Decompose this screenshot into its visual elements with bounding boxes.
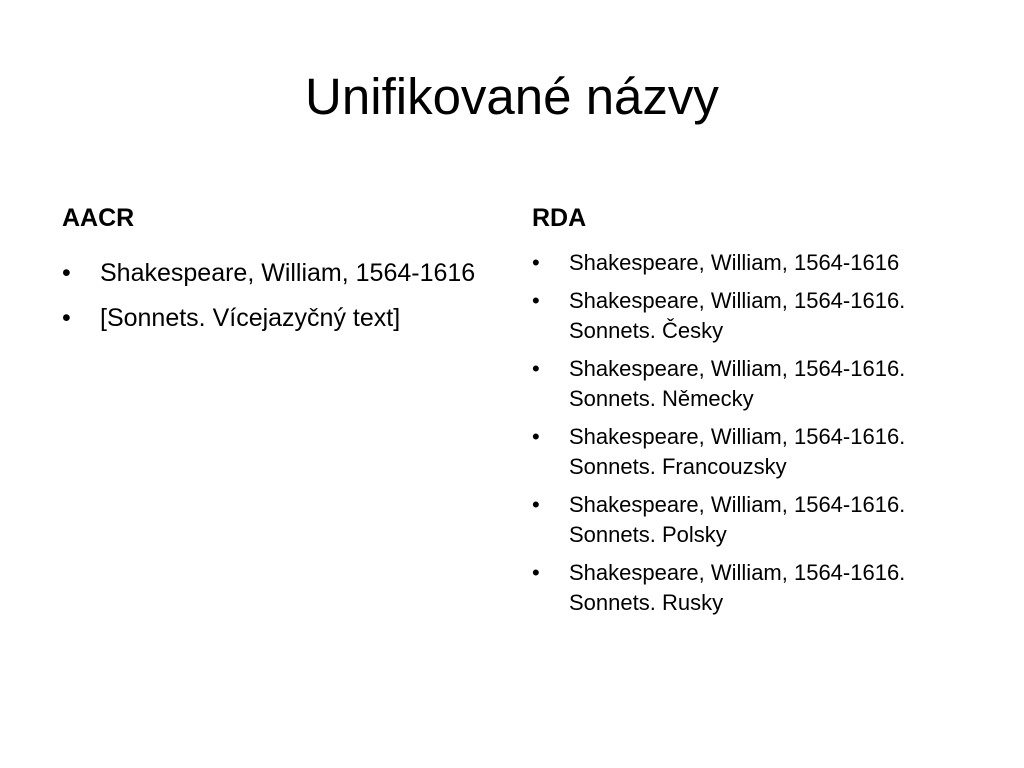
list-item xyxy=(62,299,502,337)
rda-list xyxy=(532,248,942,626)
list-item xyxy=(532,558,942,618)
aacr-heading: AACR xyxy=(62,204,135,232)
bullet-icon: • xyxy=(532,492,540,517)
list-item-text: Shakespeare, William, 1564-1616. Sonnets. Česky xyxy=(569,288,906,343)
list-item-text: [Sonnets. Vícejazyčný text] xyxy=(100,304,401,332)
list-item-text: Shakespeare, William, 1564-1616. Sonnets. Rusky xyxy=(569,560,906,615)
bullet-icon: • xyxy=(62,304,71,332)
list-item-text: Shakespeare, William, 1564-1616. Sonnets. Francouzsky xyxy=(569,424,906,479)
aacr-list xyxy=(62,254,502,344)
list-item xyxy=(532,422,942,482)
bullet-icon: • xyxy=(532,356,540,381)
list-item-text: Shakespeare, William, 1564-1616 xyxy=(100,259,476,287)
list-item-text: Shakespeare, William, 1564-1616. Sonnets. Polsky xyxy=(569,492,906,547)
bullet-icon: • xyxy=(532,560,540,585)
list-item xyxy=(532,490,942,550)
bullet-icon: • xyxy=(532,250,540,275)
bullet-icon: • xyxy=(532,424,540,449)
bullet-icon: • xyxy=(62,259,71,287)
list-item-text: Shakespeare, William, 1564-1616. Sonnets. Německy xyxy=(569,356,906,411)
list-item xyxy=(532,354,942,414)
list-item xyxy=(532,248,942,278)
slide-title: Unifikované názvy xyxy=(305,68,719,125)
list-item-text: Shakespeare, William, 1564-1616 xyxy=(569,250,900,275)
rda-heading: RDA xyxy=(532,204,587,232)
list-item xyxy=(62,254,502,292)
bullet-icon: • xyxy=(532,288,540,313)
list-item xyxy=(532,286,942,346)
